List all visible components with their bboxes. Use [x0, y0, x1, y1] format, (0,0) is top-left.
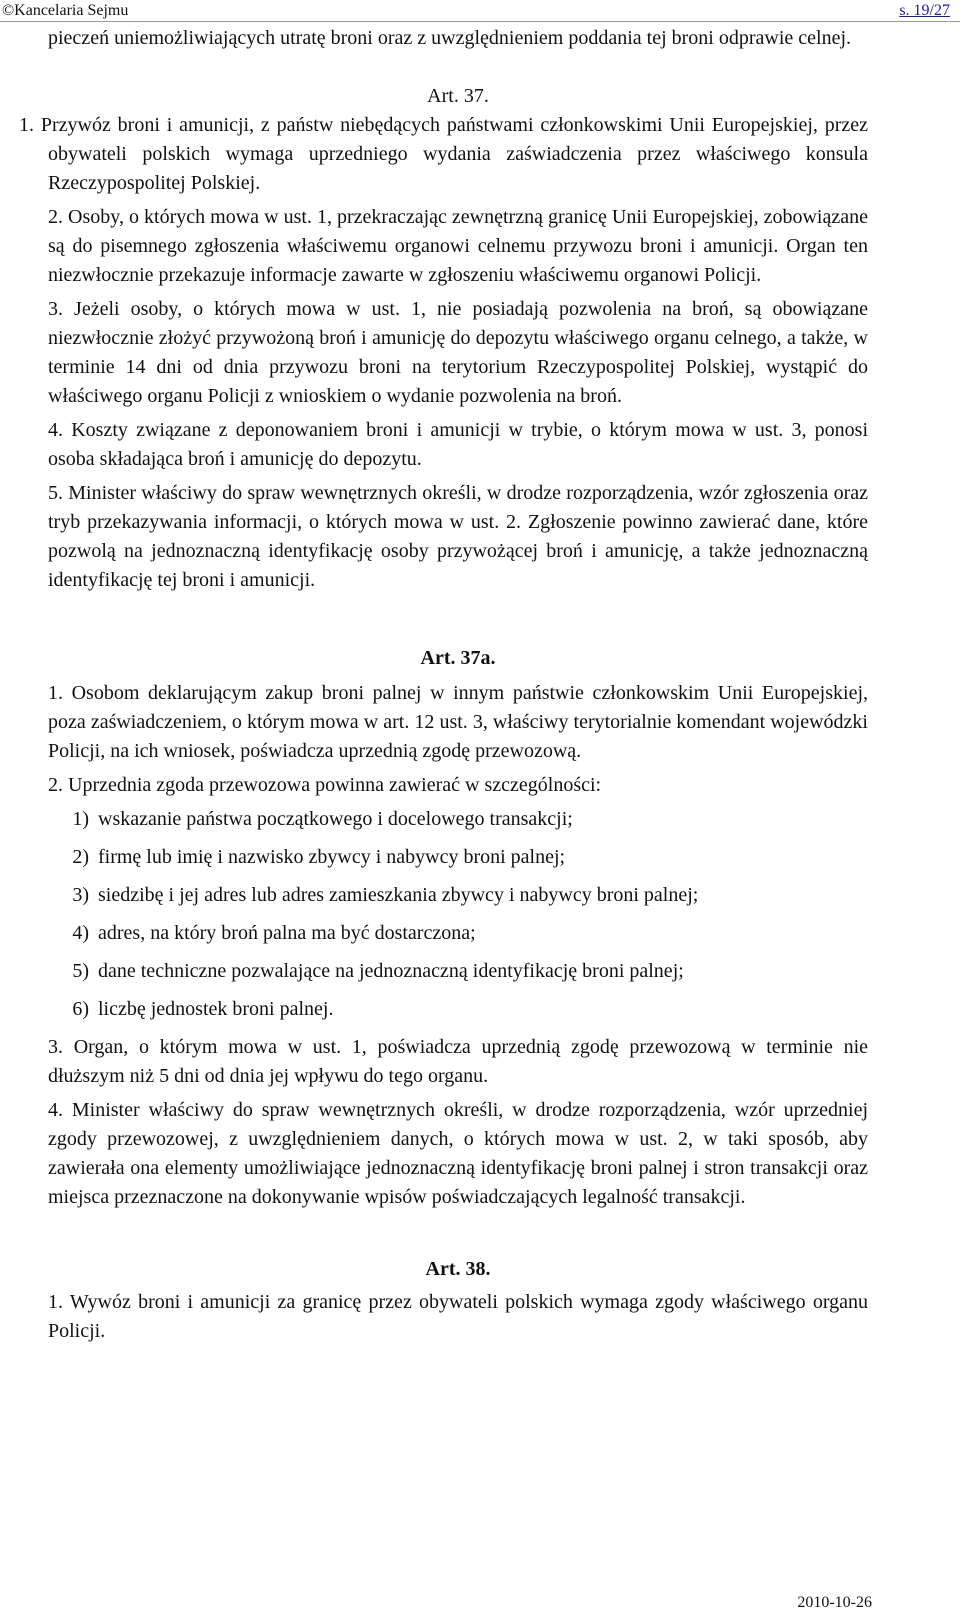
continuation-paragraph: pieczeń uniemożliwiających utratę broni oraz z uwzględnieniem poddania tej broni odprawie celnej.	[48, 27, 851, 49]
art37a-paragraph-3	[48, 1033, 868, 1091]
footer-date: 2010-10-26	[797, 1594, 872, 1611]
paragraph-text: Minister właściwy do spraw wewnętrznych określi, w drodze rozporządzenia, wzór uprzedniej zgody przewozowej, z uwzględnieniem danych, o których mowa w ust. 2, w taki sposób, aby zawierała ona elementy umożliwiające jednoznaczną identyfikację broni palnej i stron transakcji oraz miejsca przeznaczone na dokonywanie wpisów poświadczających legalność transakcji.	[48, 1099, 869, 1208]
list-marker: 4)	[72, 922, 89, 944]
list-item	[64, 995, 868, 1024]
paragraph-text: Organ, o którym mowa w ust. 1, poświadcza uprzednią zgodę przewozową w terminie nie dłuższym niż 5 dni od dnia jej wpływu do tego organu.	[48, 1036, 868, 1087]
list-item	[64, 919, 868, 948]
paragraph-number: 3.	[48, 298, 63, 320]
art37-paragraph-2	[48, 203, 868, 290]
paragraph-number: 4.	[48, 1099, 63, 1121]
paragraph-number: 1.	[48, 682, 63, 704]
list-marker: 1)	[72, 808, 89, 830]
list-item-text: liczbę jednostek broni palnej.	[98, 998, 334, 1020]
list-item-text: wskazanie państwa początkowego i docelowego transakcji;	[98, 808, 573, 830]
list-marker: 5)	[72, 960, 89, 982]
paragraph-text: Jeżeli osoby, o których mowa w ust. 1, nie posiadają pozwolenia na broń, są obowiązane niezwłocznie złożyć przywożoną broń i amunicję do depozytu właściwego organu celnego, a także, w terminie 14 dni od dnia przywozu broni na terytorium Rzeczypospolitej Polskiej, wystąpić do właściwego organu Policji z wnioskiem o wydanie pozwolenia na broń.	[48, 298, 869, 407]
art37-paragraph-4	[48, 416, 868, 474]
paragraph-number: 1.	[19, 114, 34, 136]
art38-paragraph-1	[48, 1288, 868, 1346]
paragraph-text: Przywóz broni i amunicji, z państw niebędących państwami członkowskimi Unii Europejskiej, przez obywateli polskich wymaga uprzedniego wydania zaświadczenia przez właściwego konsula Rzeczypospolitej Polskiej.	[40, 114, 868, 194]
list-item	[64, 957, 868, 986]
page-header	[0, 0, 960, 22]
list-marker: 2)	[72, 846, 89, 868]
paragraph-number: 2.	[48, 206, 63, 228]
list-item	[64, 843, 868, 872]
list-marker: 3)	[72, 884, 89, 906]
art37-paragraph-3	[48, 295, 868, 411]
paragraph-text: Osoby, o których mowa w ust. 1, przekraczając zewnętrzną granicę Unii Europejskiej, zobowiązane są do pisemnego zgłoszenia właściwemu organowi celnemu przywozu broni i amunicji. Organ ten niezwłocznie przekazuje informacje zawarte w zgłoszeniu właściwemu organowi Policji.	[48, 206, 869, 286]
list-item-text: firmę lub imię i nazwisko zbywcy i nabywcy broni palnej;	[98, 846, 566, 868]
copyright-label: ©Kancelaria Sejmu	[2, 2, 129, 19]
art37a-paragraph-1	[48, 679, 868, 766]
paragraph-text: Osobom deklarującym zakup broni palnej w innym państwie członkowskim Unii Europejskiej, poza zaświadczeniem, o którym mowa w art. 12 ust. 3, właściwy terytorialnie komendant wojewódzki Policji, na ich wniosek, poświadcza uprzednią zgodę przewozową.	[48, 682, 869, 762]
list-marker: 6)	[72, 998, 89, 1020]
art37a-paragraph-4	[48, 1096, 868, 1212]
art37-paragraph-1	[19, 111, 868, 198]
article-37a-heading: Art. 37a.	[420, 647, 496, 669]
paragraph-text: Koszty związane z deponowaniem broni i amunicji w trybie, o którym mowa w ust. 3, ponosi osoba składająca broń i amunicję do depozytu.	[48, 419, 869, 470]
art37a-paragraph-2	[48, 771, 868, 800]
article-37-heading: Art. 37.	[427, 85, 489, 107]
list-item-text: siedzibę i jej adres lub adres zamieszkania zbywcy i nabywcy broni palnej;	[98, 884, 699, 906]
paragraph-number: 5.	[48, 482, 63, 504]
paragraph-text: Minister właściwy do spraw wewnętrznych określi, w drodze rozporządzenia, wzór zgłoszenia oraz tryb przekazywania informacji, o których mowa w ust. 2. Zgłoszenie powinno zawierać dane, które pozwolą na jednoznaczną identyfikację osoby przywożącej broń i amunicję, a także jednoznaczną identyfikację tej broni i amunicji.	[48, 482, 869, 591]
document-body	[19, 24, 869, 1351]
list-item	[64, 881, 868, 910]
page-number-link[interactable]: s. 19/27	[899, 2, 950, 19]
article-38-heading: Art. 38.	[425, 1258, 491, 1280]
header-divider	[0, 21, 960, 22]
list-item-text: adres, na który broń palna ma być dostarczona;	[98, 922, 476, 944]
paragraph-number: 4.	[48, 419, 63, 441]
requirements-list	[48, 805, 868, 1024]
art37-paragraph-5	[48, 479, 868, 595]
list-item-text: dane techniczne pozwalające na jednoznaczną identyfikację broni palnej;	[98, 960, 684, 982]
paragraph-text: Uprzednia zgoda przewozowa powinna zawierać w szczególności:	[68, 774, 602, 796]
paragraph-text: Wywóz broni i amunicji za granicę przez obywateli polskich wymaga zgody właściwego organu Policji.	[48, 1291, 868, 1342]
paragraph-number: 1.	[48, 1291, 63, 1313]
list-item	[64, 805, 868, 834]
paragraph-number: 2.	[48, 774, 63, 796]
paragraph-number: 3.	[48, 1036, 63, 1058]
